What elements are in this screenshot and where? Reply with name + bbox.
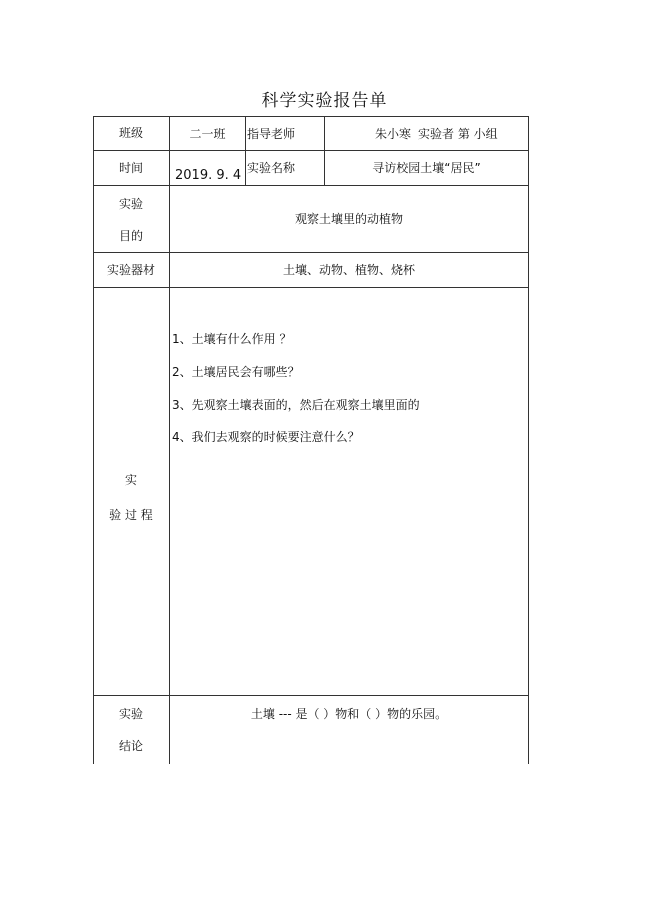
table-row-divider	[93, 287, 529, 288]
process-step: 3、先观察土壤表面的，然后在观察土壤里面的	[172, 398, 420, 412]
process-step: 1、土壤有什么作用 ？	[172, 332, 292, 346]
teacher-label: 指导老师	[247, 127, 296, 141]
purpose-label-line2: 目的	[118, 229, 143, 243]
purpose-value: 观察土壤里的动植物	[294, 212, 403, 226]
conclusion-label-line2: 结论	[118, 739, 143, 753]
table-row-divider	[93, 252, 529, 253]
time-value: 2019. 9. 4	[175, 168, 242, 183]
equipment-label: 实验器材	[106, 263, 155, 277]
purpose-label-line1: 实验	[118, 197, 143, 211]
class-value: 二一班	[189, 127, 226, 141]
process-label-line2: 验 过 程	[109, 508, 153, 522]
table-row-divider	[93, 185, 529, 186]
table-border-left	[93, 116, 94, 764]
table-col-divider	[245, 116, 246, 185]
process-step: 2、土壤居民会有哪些？	[172, 365, 300, 379]
table-row-divider	[93, 695, 529, 696]
teacher-value: 朱小寒	[375, 127, 412, 141]
time-label: 时间	[118, 161, 143, 175]
equipment-value: 土壤、动物、植物、烧杯	[282, 263, 415, 277]
experiment-name-value: 寻访校园土壤“居民”	[372, 161, 481, 175]
table-border-right	[528, 116, 529, 764]
table-row-divider	[93, 150, 529, 151]
conclusion-value: 土壤 --- 是（ ）物和（ ）物的乐园。	[250, 707, 448, 721]
experiment-name-label: 实验名称	[247, 161, 296, 175]
experimenter-group: 实验者 第 小组	[418, 127, 498, 141]
table-border-top	[93, 116, 529, 117]
process-step: 4、我们去观察的时候要注意什么？	[172, 430, 360, 444]
conclusion-label-line1: 实验	[118, 707, 143, 721]
class-label: 班级	[118, 126, 143, 140]
page-title: 科学实验报告单	[261, 91, 388, 111]
process-label-line1: 实	[124, 473, 137, 487]
